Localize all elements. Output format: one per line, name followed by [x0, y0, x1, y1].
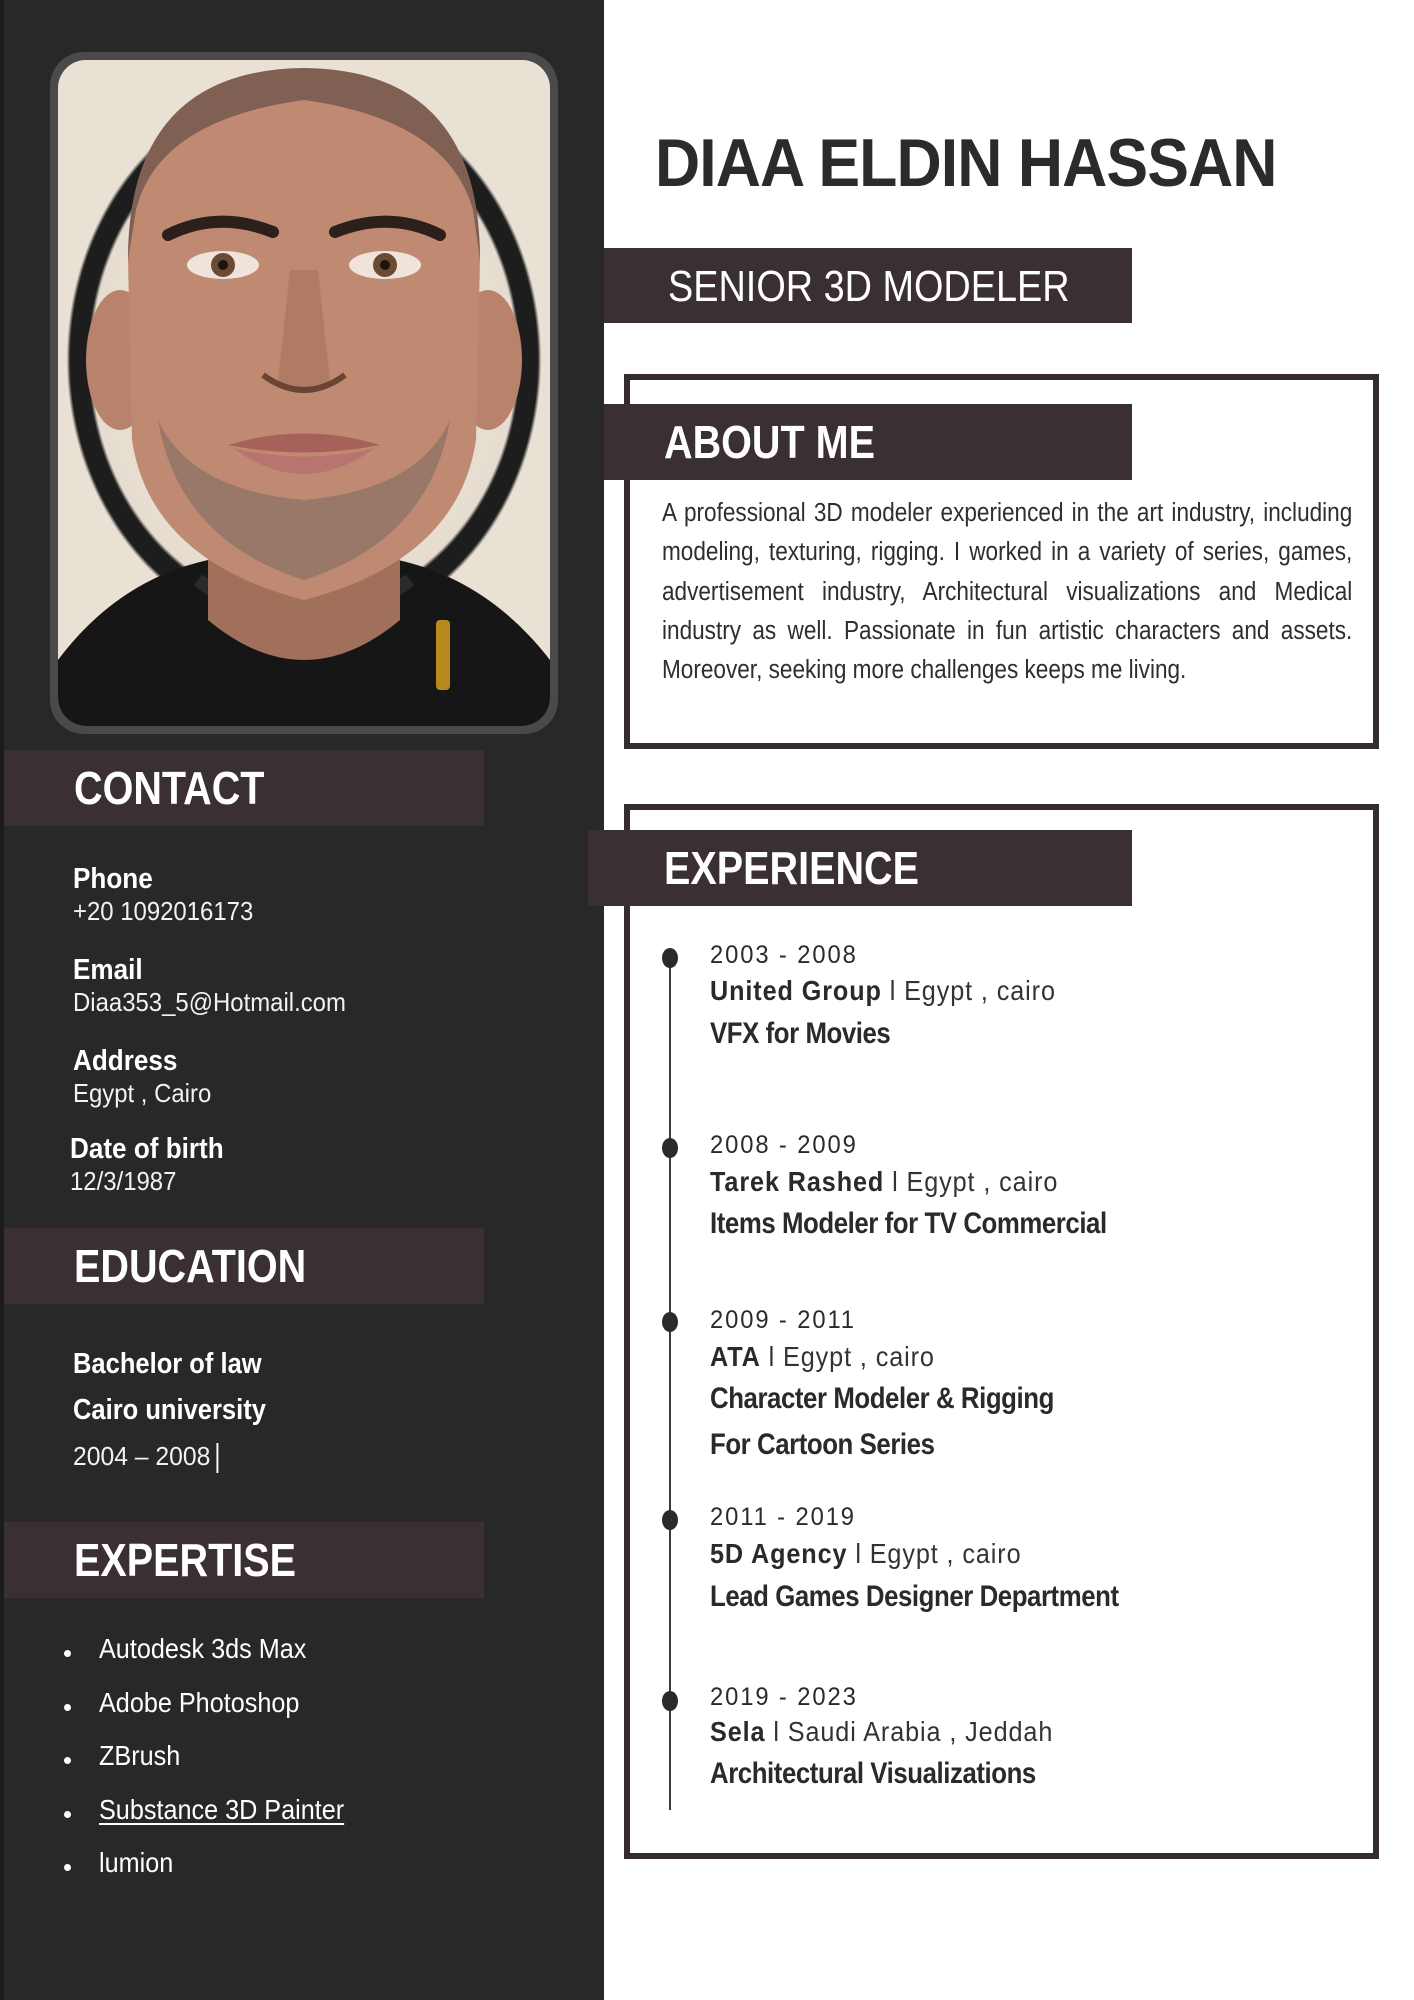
- profile-photo-frame: [50, 52, 558, 734]
- birthdate-value: 12/3/1987: [70, 1166, 177, 1196]
- sidebar-edge: [0, 0, 4, 2000]
- experience-role: Items Modeler for TV Commercial: [710, 1207, 1107, 1240]
- experience-role: Lead Games Designer Department: [710, 1580, 1119, 1613]
- school: Cairo university: [73, 1394, 266, 1426]
- experience-years: 2008 - 2009: [710, 1131, 858, 1159]
- experience-company: 5D Agency l Egypt , cairo: [710, 1538, 1022, 1569]
- experience-company: Tarek Rashed l Egypt , cairo: [710, 1166, 1059, 1197]
- job-title-bar: [604, 248, 1132, 323]
- timeline-dot-icon: [662, 1312, 678, 1332]
- portrait-illustration-icon: [58, 60, 550, 726]
- timeline-dot-icon: [662, 1691, 678, 1711]
- email-value[interactable]: Diaa353_5@Hotmail.com: [73, 987, 346, 1017]
- phone-label: Phone: [73, 863, 153, 895]
- education-heading: EDUCATION: [4, 1228, 484, 1304]
- expertise-item: Adobe Photoshop: [64, 1676, 371, 1730]
- experience-years: 2019 - 2023: [710, 1683, 858, 1711]
- address-label: Address: [73, 1045, 178, 1077]
- bullet-icon: [64, 1864, 71, 1871]
- expertise-link[interactable]: Substance 3D Painter: [99, 1793, 345, 1825]
- profile-photo: [58, 60, 550, 726]
- contact-phone: [73, 862, 269, 926]
- job-title: SENIOR 3D MODELER: [668, 262, 1070, 311]
- expertise-item: ZBrush: [64, 1729, 371, 1783]
- timeline-line: [669, 958, 671, 1810]
- text-cursor: [216, 1443, 218, 1473]
- birthdate-label: Date of birth: [70, 1133, 224, 1165]
- expertise-list: [64, 1622, 371, 1890]
- email-label: Email: [73, 954, 143, 986]
- contact-birthdate: [70, 1132, 241, 1196]
- education-entry: [73, 1341, 292, 1479]
- experience-years: 2003 - 2008: [710, 941, 858, 969]
- experience-company: United Group l Egypt , cairo: [710, 975, 1056, 1006]
- bullet-icon: [64, 1811, 71, 1818]
- timeline-dot-icon: [662, 948, 678, 968]
- degree: Bachelor of law: [73, 1348, 262, 1380]
- timeline-dot-icon: [662, 1138, 678, 1158]
- bullet-icon: [64, 1650, 71, 1657]
- expertise-item: Autodesk 3ds Max: [64, 1622, 371, 1676]
- experience-role-line2: For Cartoon Series: [710, 1428, 935, 1461]
- experience-heading: EXPERIENCE: [588, 830, 1132, 906]
- experience-role: Character Modeler & Rigging: [710, 1382, 1054, 1415]
- experience-role: VFX for Movies: [710, 1017, 891, 1050]
- expertise-heading: EXPERTISE: [4, 1522, 484, 1598]
- education-years: 2004 – 2008: [73, 1433, 281, 1479]
- contact-address: [73, 1044, 223, 1108]
- address-value: Egypt , Cairo: [73, 1078, 212, 1108]
- person-name: DIAA ELDIN HASSAN: [655, 125, 1277, 201]
- contact-email: [73, 953, 370, 1017]
- expertise-item: lumion: [64, 1836, 371, 1890]
- bullet-icon: [64, 1757, 71, 1764]
- experience-years: 2009 - 2011: [710, 1306, 856, 1334]
- about-text: A professional 3D modeler experienced in the art industry, including modeling, texturing, rigging. I worked in a variety of series, games, advertisement industry, Architectural visualizations and Medical industry as well. Passionate in fun artistic characters and assets. Moreover, seeking more challenges keeps me living.: [662, 499, 1353, 685]
- phone-value[interactable]: +20 1092016173: [73, 896, 254, 926]
- experience-company: Sela l Saudi Arabia , Jeddah: [710, 1716, 1054, 1747]
- about-heading: ABOUT ME: [604, 404, 1132, 480]
- contact-heading: CONTACT: [4, 750, 484, 826]
- experience-role: Architectural Visualizations: [710, 1757, 1036, 1790]
- expertise-item[interactable]: [64, 1783, 371, 1837]
- timeline-dot-icon: [662, 1510, 678, 1530]
- experience-years: 2011 - 2019: [710, 1503, 856, 1531]
- experience-company: ATA l Egypt , cairo: [710, 1341, 935, 1372]
- bullet-icon: [64, 1704, 71, 1711]
